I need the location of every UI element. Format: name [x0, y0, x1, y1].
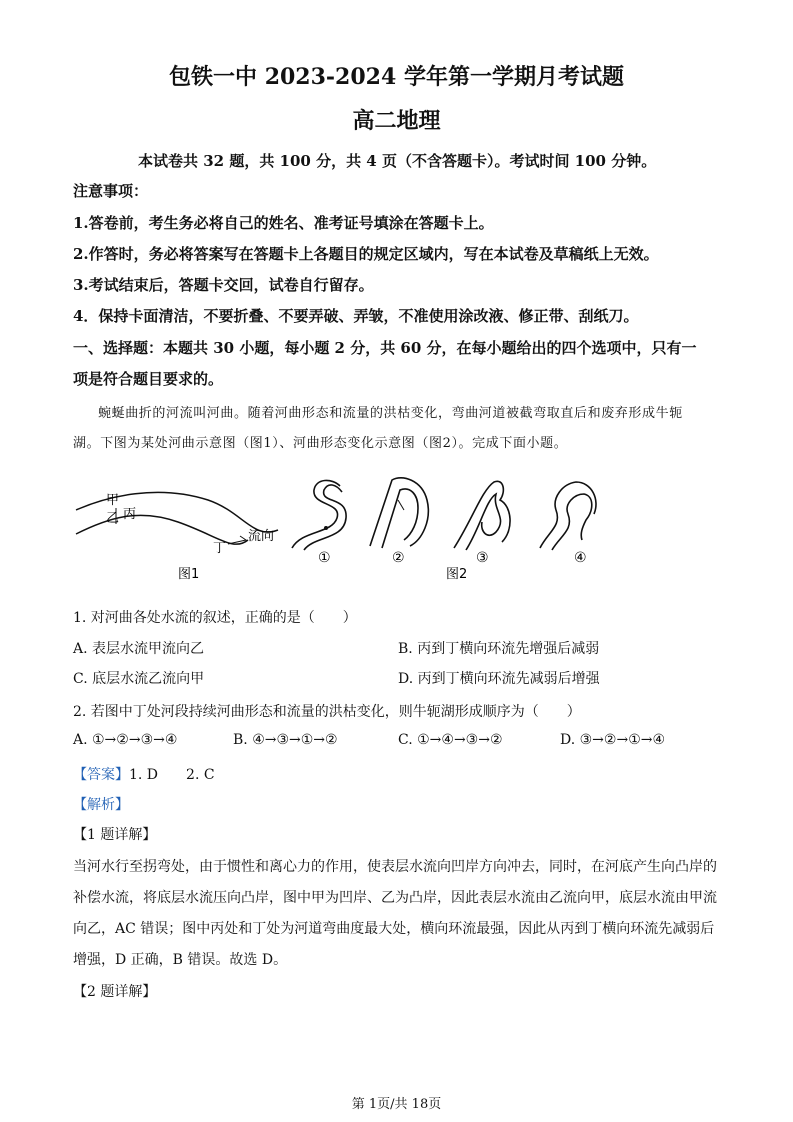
- q2-stem: 2. 若图中丁处河段持续河曲形态和流量的洪枯变化，则牛轭湖形成顺序为（ ）: [73, 704, 581, 720]
- detail1-line2: 补偿水流，将底层水流压向凸岸，图中甲为凹岸、乙为凸岸，因此表层水流由乙流向甲，底层水流由甲流: [73, 890, 717, 906]
- label-yi: 乙: [106, 511, 120, 526]
- detail1-heading: 【1 题详解】: [73, 827, 157, 843]
- figure1-meander: [68, 478, 290, 586]
- q2-option-c: C. ①→④→③→②: [398, 732, 503, 748]
- figure2-stages: [282, 470, 607, 586]
- exam-title: 包铁一中 2023-2024 学年第一学期月考试题: [169, 64, 624, 90]
- label-ding: 丁: [213, 541, 227, 556]
- notice-item-1: 1.答卷前，考生务必将自己的姓名、准考证号填涂在答题卡上。: [73, 214, 494, 232]
- notice-item-4: 4．保持卡面清洁，不要折叠、不要弄破、弄皱，不准使用涂改液、修正带、刮纸刀。: [73, 307, 639, 325]
- label-flow: 流向: [248, 529, 275, 544]
- passage-line2: 湖。下图为某处河曲示意图（图1）、河曲形态变化示意图（图2）。完成下面小题。: [73, 436, 568, 451]
- q1-option-a: A. 表层水流甲流向乙: [73, 641, 205, 657]
- figure1-caption: 图1: [178, 567, 200, 582]
- exam-info: 本试卷共 32 题，共 100 分，共 4 页（不含答题卡）。考试时间 100 分钟。: [138, 152, 657, 170]
- q2-option-d: D. ③→②→①→④: [560, 732, 666, 748]
- stage-label-2: ②: [392, 550, 405, 566]
- notice-item-3: 3.考试结束后，答题卡交回，试卷自行留存。: [73, 276, 374, 294]
- q1-option-d: D. 丙到丁横向环流先减弱后增强: [398, 671, 600, 687]
- answer-tag: 【答案】: [73, 767, 129, 783]
- notice-heading: 注意事项：: [73, 182, 149, 200]
- q2-option-a: A. ①→②→③→④: [73, 732, 178, 748]
- q1-option-c: C. 底层水流乙流向甲: [73, 671, 205, 687]
- label-jia: 甲: [106, 493, 120, 508]
- q1-stem: 1. 对河曲各处水流的叙述，正确的是（ ）: [73, 610, 357, 626]
- answer-line: [73, 764, 215, 784]
- answer-text: 1. D 2. C: [129, 767, 215, 783]
- detail1-line3: 向乙，AC 错误；图中丙处和丁处为河道弯曲度最大处，横向环流最强，因此从丙到丁横向环流先减弱后: [73, 921, 715, 937]
- page-footer: 第 1页/共 18页: [351, 1097, 442, 1112]
- analysis-tag: 【解析】: [73, 797, 129, 813]
- detail1-line1: 当河水行至拐弯处，由于惯性和离心力的作用，使表层水流向凹岸方向冲去，同时，在河底产生向凸岸的: [73, 859, 717, 875]
- subject-title: 高二地理: [352, 108, 441, 134]
- notice-item-2: 2.作答时，务必将答案写在答题卡上各题目的规定区域内，写在本试卷及草稿纸上无效。: [73, 245, 659, 263]
- section-heading-line1: 一、选择题：本题共 30 小题，每小题 2 分，共 60 分，在每小题给出的四个选项中，只有一: [73, 339, 697, 357]
- q1-option-b: B. 丙到丁横向环流先增强后减弱: [398, 641, 600, 657]
- q2-option-b: B. ④→③→①→②: [233, 732, 338, 748]
- detail1-line4: 增强，D 正确，B 错误。故选 D。: [73, 952, 288, 968]
- stage-label-4: ④: [574, 550, 587, 566]
- section-heading-line2: 项是符合题目要求的。: [73, 370, 224, 388]
- label-bing: 丙: [123, 507, 137, 522]
- passage-line1: 蜿蜒曲折的河流叫河曲。随着河曲形态和流量的洪枯变化，弯曲河道被截弯取直后和废弃形成牛轭: [98, 406, 683, 421]
- stage-label-3: ③: [476, 550, 489, 566]
- detail2-heading: 【2 题详解】: [73, 984, 157, 1000]
- figure2-caption: 图2: [446, 567, 468, 582]
- stage-label-1: ①: [318, 550, 331, 566]
